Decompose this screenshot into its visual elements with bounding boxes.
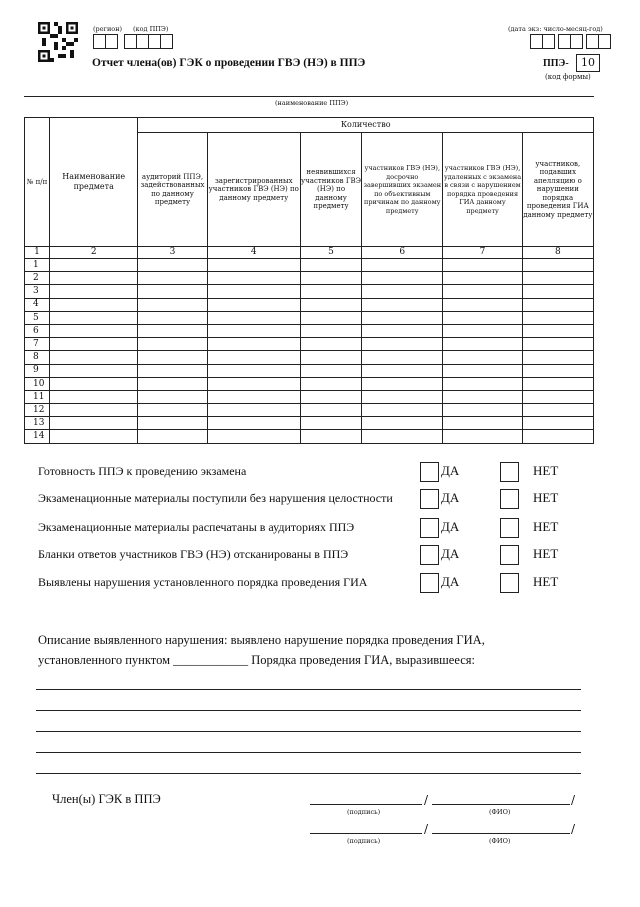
- row-number: 4: [25, 298, 50, 311]
- table-cell[interactable]: [207, 377, 300, 390]
- region-caption: (регион): [93, 25, 123, 33]
- yes-checkbox[interactable]: [420, 489, 439, 509]
- ppe-name-caption: (наименование ППЭ): [275, 99, 349, 107]
- table-cell[interactable]: [362, 298, 443, 311]
- table-cell[interactable]: [50, 285, 138, 298]
- row-number: 10: [25, 377, 50, 390]
- col-no-header: № п/п: [25, 118, 50, 247]
- col-header-5: неявившихся участников ГВЭ (НЭ) по данному предмету: [300, 133, 361, 247]
- table-cell[interactable]: [138, 430, 207, 443]
- table-cell[interactable]: [300, 338, 361, 351]
- table-cell[interactable]: [362, 377, 443, 390]
- table-cell[interactable]: [522, 324, 593, 337]
- table-cell[interactable]: [362, 272, 443, 285]
- no-checkbox[interactable]: [500, 518, 519, 538]
- table-cell[interactable]: [138, 390, 207, 403]
- table-cell[interactable]: [362, 338, 443, 351]
- gek-members-label: Член(ы) ГЭК в ППЭ: [52, 792, 161, 806]
- table-cell[interactable]: [443, 404, 522, 417]
- ppe-name-line[interactable]: [24, 96, 594, 97]
- table-cell[interactable]: [443, 259, 522, 272]
- slash: /: [571, 793, 576, 807]
- yes-label: ДА: [441, 546, 460, 561]
- qr-code-icon: [38, 22, 78, 62]
- table-cell[interactable]: [138, 272, 207, 285]
- col-number: 4: [207, 247, 300, 259]
- table-row: [25, 338, 594, 351]
- violation-text-line[interactable]: [36, 752, 581, 753]
- table-row: [25, 298, 594, 311]
- no-label: НЕТ: [533, 546, 559, 561]
- table-cell[interactable]: [300, 364, 361, 377]
- table-row: [25, 390, 594, 403]
- table-cell[interactable]: [50, 364, 138, 377]
- yes-checkbox[interactable]: [420, 545, 439, 565]
- slash: /: [424, 822, 429, 836]
- no-label: НЕТ: [533, 490, 559, 505]
- table-cell[interactable]: [50, 272, 138, 285]
- table-row: [25, 259, 594, 272]
- signature-line[interactable]: [310, 833, 422, 834]
- slash: /: [424, 793, 429, 807]
- table-cell[interactable]: [50, 324, 138, 337]
- table-cell[interactable]: [50, 311, 138, 324]
- table-cell[interactable]: [300, 272, 361, 285]
- table-cell[interactable]: [362, 259, 443, 272]
- table-row: [25, 285, 594, 298]
- table-cell[interactable]: [138, 298, 207, 311]
- name-caption: (ФИО): [489, 808, 511, 816]
- table-cell[interactable]: [138, 324, 207, 337]
- table-cell[interactable]: [50, 351, 138, 364]
- table-cell[interactable]: [443, 377, 522, 390]
- table-cell[interactable]: [207, 272, 300, 285]
- table-cell[interactable]: [300, 377, 361, 390]
- yes-checkbox[interactable]: [420, 462, 439, 482]
- table-cell[interactable]: [138, 311, 207, 324]
- table-cell[interactable]: [443, 272, 522, 285]
- table-row: [25, 377, 594, 390]
- row-number: 3: [25, 285, 50, 298]
- table-cell[interactable]: [522, 298, 593, 311]
- table-cell[interactable]: [50, 390, 138, 403]
- table-cell[interactable]: [300, 285, 361, 298]
- table-cell[interactable]: [522, 351, 593, 364]
- row-number: 11: [25, 390, 50, 403]
- table-cell[interactable]: [443, 285, 522, 298]
- table-cell[interactable]: [138, 417, 207, 430]
- table-cell[interactable]: [443, 311, 522, 324]
- yes-checkbox[interactable]: [420, 518, 439, 538]
- table-cell[interactable]: [522, 390, 593, 403]
- form-number: 10: [576, 54, 600, 72]
- table-cell[interactable]: [443, 430, 522, 443]
- row-number: 8: [25, 351, 50, 364]
- signature-caption: (подпись): [347, 837, 381, 845]
- table-row: [25, 311, 594, 324]
- table-cell[interactable]: [138, 364, 207, 377]
- table-cell[interactable]: [207, 259, 300, 272]
- table-cell[interactable]: [207, 430, 300, 443]
- row-number: 12: [25, 404, 50, 417]
- table-cell[interactable]: [522, 404, 593, 417]
- table-cell[interactable]: [443, 298, 522, 311]
- table-cell[interactable]: [300, 324, 361, 337]
- table-cell[interactable]: [522, 311, 593, 324]
- table-cell[interactable]: [362, 324, 443, 337]
- check-label: Экзаменационные материалы поступили без нарушения целостности: [38, 491, 393, 505]
- col-number: 7: [443, 247, 522, 259]
- signature-line[interactable]: [310, 804, 422, 805]
- violation-line-2: установленного пунктом ____________ Порядка проведения ГИА, выразившееся:: [38, 653, 475, 667]
- col-subject-header: Наименование предмета: [50, 118, 138, 247]
- table-cell[interactable]: [362, 351, 443, 364]
- violation-text-line[interactable]: [36, 689, 581, 690]
- table-cell[interactable]: [300, 430, 361, 443]
- col-number: 6: [362, 247, 443, 259]
- no-label: НЕТ: [533, 519, 559, 534]
- no-checkbox[interactable]: [500, 545, 519, 565]
- date-caption: (дата экз: число-месяц-год): [508, 25, 603, 33]
- table-cell[interactable]: [362, 364, 443, 377]
- table-cell[interactable]: [138, 377, 207, 390]
- table-cell[interactable]: [207, 285, 300, 298]
- table-cell[interactable]: [50, 377, 138, 390]
- violation-text-line[interactable]: [36, 710, 581, 711]
- report-table: [24, 117, 594, 444]
- no-checkbox[interactable]: [500, 462, 519, 482]
- table-cell[interactable]: [522, 364, 593, 377]
- col-header-4: зарегистрированных участников ГВЭ (НЭ) по данному предмету: [207, 133, 300, 247]
- yes-checkbox[interactable]: [420, 573, 439, 593]
- table-cell[interactable]: [443, 417, 522, 430]
- table-cell[interactable]: [443, 338, 522, 351]
- table-cell[interactable]: [522, 272, 593, 285]
- violation-text-line[interactable]: [36, 773, 581, 774]
- yes-label: ДА: [441, 463, 460, 478]
- ppe-code-field[interactable]: [124, 34, 172, 49]
- table-cell[interactable]: [522, 338, 593, 351]
- yes-label: ДА: [441, 574, 460, 589]
- col-header-7: участников ГВЭ (НЭ), удаленных с экзамена в связи с нарушением порядка проведения ГИА данному предмету: [443, 133, 522, 247]
- col-number: 5: [300, 247, 361, 259]
- table-cell[interactable]: [207, 338, 300, 351]
- table-cell[interactable]: [362, 285, 443, 298]
- form-prefix: ППЭ-: [543, 58, 569, 69]
- col-number: 3: [138, 247, 207, 259]
- table-cell[interactable]: [522, 377, 593, 390]
- table-row: [25, 430, 594, 443]
- table-cell[interactable]: [300, 404, 361, 417]
- check-label: Бланки ответов участников ГВЭ (НЭ) отсканированы в ППЭ: [38, 547, 349, 561]
- table-cell[interactable]: [50, 338, 138, 351]
- row-number: 2: [25, 272, 50, 285]
- col-header-3: аудиторий ППЭ, задействованных по данному предмету: [138, 133, 207, 247]
- table-cell[interactable]: [138, 285, 207, 298]
- row-number: 6: [25, 324, 50, 337]
- table-cell[interactable]: [362, 417, 443, 430]
- row-number: 7: [25, 338, 50, 351]
- row-number: 1: [25, 259, 50, 272]
- table-cell[interactable]: [522, 417, 593, 430]
- col-header-8: участников, подавших апелляцию о нарушении порядка проведения ГИА данному предмету: [522, 133, 593, 247]
- row-number: 13: [25, 417, 50, 430]
- table-cell[interactable]: [207, 324, 300, 337]
- table-cell[interactable]: [300, 351, 361, 364]
- table-cell[interactable]: [443, 390, 522, 403]
- col-header-6: участников ГВЭ (НЭ), досрочно завершивших экзамен по объективным причинам по данному предмету: [362, 133, 443, 247]
- check-label: Экзаменационные материалы распечатаны в аудиториях ППЭ: [38, 520, 355, 534]
- table-cell[interactable]: [207, 390, 300, 403]
- table-cell[interactable]: [300, 259, 361, 272]
- table-cell[interactable]: [300, 390, 361, 403]
- signature-caption: (подпись): [347, 808, 381, 816]
- ppe-code-caption: (код ППЭ): [133, 25, 169, 33]
- table-cell[interactable]: [207, 311, 300, 324]
- table-cell[interactable]: [207, 351, 300, 364]
- table-cell[interactable]: [50, 404, 138, 417]
- region-field[interactable]: [93, 34, 117, 49]
- check-label: Готовность ППЭ к проведению экзамена: [38, 464, 247, 478]
- violation-text-line[interactable]: [36, 731, 581, 732]
- yes-label: ДА: [441, 519, 460, 534]
- table-cell[interactable]: [522, 430, 593, 443]
- table-cell[interactable]: [300, 298, 361, 311]
- row-number: 9: [25, 364, 50, 377]
- form-code-caption: (код формы): [545, 73, 591, 81]
- row-number: 14: [25, 430, 50, 443]
- table-cell[interactable]: [50, 298, 138, 311]
- table-cell[interactable]: [50, 430, 138, 443]
- no-checkbox[interactable]: [500, 573, 519, 593]
- table-cell[interactable]: [207, 364, 300, 377]
- table-cell[interactable]: [138, 259, 207, 272]
- table-cell[interactable]: [207, 404, 300, 417]
- table-cell[interactable]: [362, 404, 443, 417]
- col-number: 2: [50, 247, 138, 259]
- date-field[interactable]: [530, 34, 610, 49]
- table-cell[interactable]: [522, 285, 593, 298]
- table-row: [25, 417, 594, 430]
- name-line[interactable]: [432, 833, 570, 834]
- table-cell[interactable]: [300, 311, 361, 324]
- table-cell[interactable]: [443, 364, 522, 377]
- table-cell[interactable]: [207, 417, 300, 430]
- page-title: Отчет члена(ов) ГЭК о проведении ГВЭ (НЭ) в ППЭ: [92, 57, 366, 69]
- table-cell[interactable]: [300, 417, 361, 430]
- yes-label: ДА: [441, 490, 460, 505]
- table-cell[interactable]: [522, 259, 593, 272]
- name-caption: (ФИО): [489, 837, 511, 845]
- no-checkbox[interactable]: [500, 489, 519, 509]
- table-cell[interactable]: [443, 324, 522, 337]
- table-cell[interactable]: [138, 338, 207, 351]
- table-row: [25, 351, 594, 364]
- no-label: НЕТ: [533, 574, 559, 589]
- table-row: [25, 324, 594, 337]
- col-number: 1: [25, 247, 50, 259]
- table-cell[interactable]: [443, 351, 522, 364]
- no-label: НЕТ: [533, 463, 559, 478]
- table-cell[interactable]: [138, 351, 207, 364]
- violation-line-1: Описание выявленного нарушения: выявлено нарушение порядка проведения ГИА,: [38, 633, 485, 647]
- name-line[interactable]: [432, 804, 570, 805]
- slash: /: [571, 822, 576, 836]
- table-cell[interactable]: [362, 390, 443, 403]
- quantity-group-header: Количество: [138, 118, 594, 133]
- table-cell[interactable]: [207, 298, 300, 311]
- table-cell[interactable]: [362, 311, 443, 324]
- table-row: [25, 364, 594, 377]
- table-row: [25, 404, 594, 417]
- col-number: 8: [522, 247, 593, 259]
- table-cell[interactable]: [138, 404, 207, 417]
- row-number: 5: [25, 311, 50, 324]
- table-cell[interactable]: [362, 430, 443, 443]
- table-cell[interactable]: [50, 259, 138, 272]
- table-row: [25, 272, 594, 285]
- check-label: Выявлены нарушения установленного порядка проведения ГИА: [38, 575, 368, 589]
- table-cell[interactable]: [50, 417, 138, 430]
